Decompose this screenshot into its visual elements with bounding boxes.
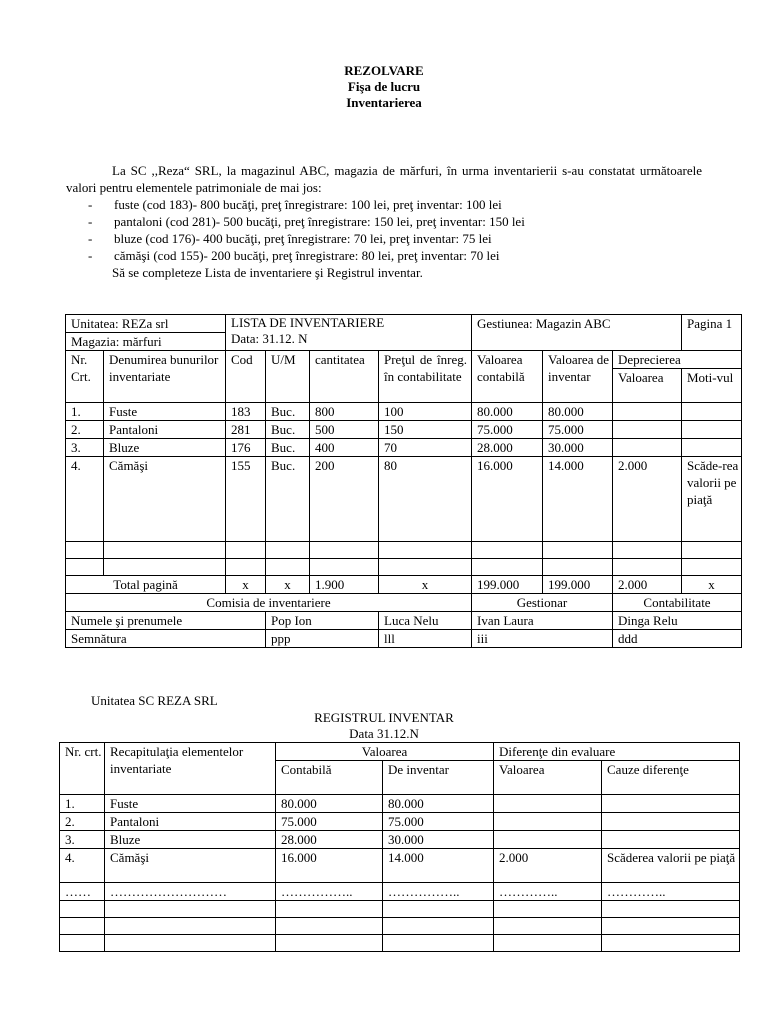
table-row <box>60 831 740 849</box>
registru-title: REGISTRUL INVENTAR <box>314 710 454 725</box>
total-pret: x <box>379 576 472 594</box>
numele-label: Numele şi prenumele <box>66 612 266 630</box>
cell-element: Fuste <box>105 795 276 813</box>
list-title: LISTA DE INVENTARIERE <box>231 315 385 330</box>
cell-pret: 70 <box>379 439 472 457</box>
table-row-dots <box>60 883 740 901</box>
header-valoarea-inventar: Valoarea de inventar <box>543 351 613 403</box>
intro-section <box>66 162 702 281</box>
cell-nr: 3. <box>60 831 105 849</box>
reg-header-dif-valoarea: Valoarea <box>494 761 602 795</box>
cell-dep-motiv: Scăde-rea valorii pe piaţă <box>682 457 742 542</box>
cell-dep-valoare <box>613 403 682 421</box>
cell-dots: ……………………… <box>105 883 276 901</box>
header-nr: Nr. Crt. <box>66 351 104 403</box>
cell-dif-valoare: 2.000 <box>494 849 602 883</box>
table-row <box>66 421 742 439</box>
cell-cantitate: 200 <box>310 457 379 542</box>
cell-cauze <box>602 831 740 849</box>
table-row-empty <box>60 935 740 952</box>
cell-contabila: 28.000 <box>276 831 383 849</box>
page-number: Pagina 1 <box>682 315 742 351</box>
table-row <box>60 849 740 883</box>
task-text: Să se completeze Lista de inventariere şi Registrul inventar. <box>112 265 423 280</box>
cell-dots: ………….. <box>494 883 602 901</box>
cell-dep-motiv <box>682 439 742 457</box>
cell-val-inventar: 80.000 <box>543 403 613 421</box>
cell-denumire: Fuste <box>104 403 226 421</box>
semnatura-label: Semnătura <box>66 630 266 648</box>
cell-dots: …………….. <box>276 883 383 901</box>
table-row <box>60 813 740 831</box>
cell-element: Cămăşi <box>105 849 276 883</box>
total-val-contabila: 199.000 <box>472 576 543 594</box>
document-subject: Inventarierea <box>346 95 422 110</box>
table-row-empty <box>66 559 742 576</box>
cell-cantitate: 400 <box>310 439 379 457</box>
cell-nr: 2. <box>66 421 104 439</box>
reg-header-recap: Recapitulaţia elementelor inventariate <box>105 743 276 795</box>
unitatea-label: Unitatea: REZa srl <box>66 315 226 333</box>
header-um: U/M <box>266 351 310 403</box>
inventory-list-table <box>65 314 742 648</box>
cell-um: Buc. <box>266 421 310 439</box>
name-cell: Ivan Laura <box>472 612 613 630</box>
reg-header-cauze: Cauze diferenţe <box>602 761 740 795</box>
cell-pret: 80 <box>379 457 472 542</box>
intro-paragraph: La SC ,,Reza“ SRL, la magazinul ABC, magazia de mărfuri, în urma inventarierii s-au constatat următoarele valori pentru elementele patrimoniale de mai jos: <box>66 163 702 195</box>
signatures-row <box>66 630 742 648</box>
cell-nr: 3. <box>66 439 104 457</box>
cell-nr: 1. <box>60 795 105 813</box>
cell-nr: 2. <box>60 813 105 831</box>
cell-cauze <box>602 795 740 813</box>
cell-val-inventar: 30.000 <box>543 439 613 457</box>
name-cell: Pop Ion <box>266 612 379 630</box>
cell-inventar: 75.000 <box>383 813 494 831</box>
signature-cell: iii <box>472 630 613 648</box>
cell-val-inventar: 75.000 <box>543 421 613 439</box>
cell-um: Buc. <box>266 457 310 542</box>
cell-contabila: 16.000 <box>276 849 383 883</box>
cell-dots: ………….. <box>602 883 740 901</box>
table-row <box>66 403 742 421</box>
cell-val-contabila: 16.000 <box>472 457 543 542</box>
cell-contabila: 80.000 <box>276 795 383 813</box>
cell-element: Pantaloni <box>105 813 276 831</box>
cell-cauze: Scăderea valorii pe piaţă <box>602 849 740 883</box>
list-item: - bluze (cod 176)- 400 bucăţi, preţ înregistrare: 70 lei, preţ inventar: 75 lei <box>88 231 492 246</box>
cell-val-contabila: 75.000 <box>472 421 543 439</box>
gestiunea-label: Gestiunea: Magazin ABC <box>472 315 682 351</box>
cell-pret: 150 <box>379 421 472 439</box>
cell-cantitate: 500 <box>310 421 379 439</box>
cell-val-inventar: 14.000 <box>543 457 613 542</box>
cell-contabila: 75.000 <box>276 813 383 831</box>
cell-cod: 281 <box>226 421 266 439</box>
signature-cell: lll <box>379 630 472 648</box>
signature-cell: ppp <box>266 630 379 648</box>
cell-dif-valoare <box>494 831 602 849</box>
list-item: - cămăşi (cod 155)- 200 bucăţi, preţ înregistrare: 80 lei, preţ inventar: 70 lei <box>88 248 500 263</box>
table-row-empty <box>66 542 742 559</box>
cell-dep-valoare: 2.000 <box>613 457 682 542</box>
reg-header-nr: Nr. crt. <box>60 743 105 795</box>
cell-nr: 4. <box>66 457 104 542</box>
list-item: - fuste (cod 183)- 800 bucăţi, preţ înregistrare: 100 lei, preţ inventar: 100 lei <box>88 197 502 212</box>
cell-dots: …… <box>60 883 105 901</box>
items-list <box>66 196 702 264</box>
name-cell: Luca Nelu <box>379 612 472 630</box>
cell-denumire: Cămăşi <box>104 457 226 542</box>
header-valoarea-contabila: Valoarea contabilă <box>472 351 543 403</box>
comisia-label: Comisia de inventariere <box>66 594 472 612</box>
table-row-empty <box>60 918 740 935</box>
total-cod: x <box>226 576 266 594</box>
total-um: x <box>266 576 310 594</box>
cell-dep-valoare <box>613 421 682 439</box>
total-label: Total pagină <box>66 576 226 594</box>
header-dep-motivul: Moti-vul <box>682 369 742 403</box>
header-denumirea: Denumirea bunurilor inventariate <box>104 351 226 403</box>
cell-cod: 183 <box>226 403 266 421</box>
inventory-register-table <box>59 742 740 952</box>
cell-dep-motiv <box>682 403 742 421</box>
cell-dif-valoare <box>494 813 602 831</box>
cell-cantitate: 800 <box>310 403 379 421</box>
name-cell: Dinga Relu <box>613 612 742 630</box>
cell-cod: 176 <box>226 439 266 457</box>
total-dep-motiv: x <box>682 576 742 594</box>
header-dep-valoarea: Valoarea <box>613 369 682 403</box>
reg-header-inventar: De inventar <box>383 761 494 795</box>
registru-unitatea: Unitatea SC REZA SRL <box>91 693 218 708</box>
cell-um: Buc. <box>266 439 310 457</box>
total-val-inventar: 199.000 <box>543 576 613 594</box>
cell-nr: 4. <box>60 849 105 883</box>
cell-inventar: 30.000 <box>383 831 494 849</box>
reg-header-diferente: Diferenţe din evaluare <box>494 743 740 761</box>
total-row <box>66 576 742 594</box>
header-cantitatea: cantitatea <box>310 351 379 403</box>
gestionar-label: Gestionar <box>472 594 613 612</box>
cell-um: Buc. <box>266 403 310 421</box>
cell-denumire: Pantaloni <box>104 421 226 439</box>
cell-denumire: Bluze <box>104 439 226 457</box>
names-row <box>66 612 742 630</box>
total-cantitate: 1.900 <box>310 576 379 594</box>
reg-header-contabila: Contabilă <box>276 761 383 795</box>
cell-element: Bluze <box>105 831 276 849</box>
cell-nr: 1. <box>66 403 104 421</box>
cell-cod: 155 <box>226 457 266 542</box>
table-row <box>66 439 742 457</box>
document-title: REZOLVARE <box>344 63 424 78</box>
cell-dep-motiv <box>682 421 742 439</box>
header-cod: Cod <box>226 351 266 403</box>
cell-cauze <box>602 813 740 831</box>
registru-date: Data 31.12.N <box>349 726 419 741</box>
cell-pret: 100 <box>379 403 472 421</box>
list-item: - pantaloni (cod 281)- 500 bucăţi, preţ înregistrare: 150 lei, preţ inventar: 150 lei <box>88 214 525 229</box>
header-pretul: Preţul de înreg. în contabilitate <box>379 351 472 403</box>
table-row <box>60 795 740 813</box>
magazia-label: Magazia: mărfuri <box>66 333 226 351</box>
cell-inventar: 14.000 <box>383 849 494 883</box>
contabilitate-label: Contabilitate <box>613 594 742 612</box>
list-date: Data: 31.12. N <box>231 331 308 346</box>
table-row <box>66 457 742 542</box>
cell-dep-valoare <box>613 439 682 457</box>
cell-dif-valoare <box>494 795 602 813</box>
list-title-cell <box>226 315 472 351</box>
cell-val-contabila: 28.000 <box>472 439 543 457</box>
header-deprecierea: Deprecierea <box>613 351 742 369</box>
reg-header-valoarea: Valoarea <box>276 743 494 761</box>
cell-dots: …………….. <box>383 883 494 901</box>
table-row-empty <box>60 901 740 918</box>
signature-cell: ddd <box>613 630 742 648</box>
total-dep-valoare: 2.000 <box>613 576 682 594</box>
document-subtitle: Fişa de lucru <box>347 79 421 94</box>
cell-inventar: 80.000 <box>383 795 494 813</box>
cell-val-contabila: 80.000 <box>472 403 543 421</box>
